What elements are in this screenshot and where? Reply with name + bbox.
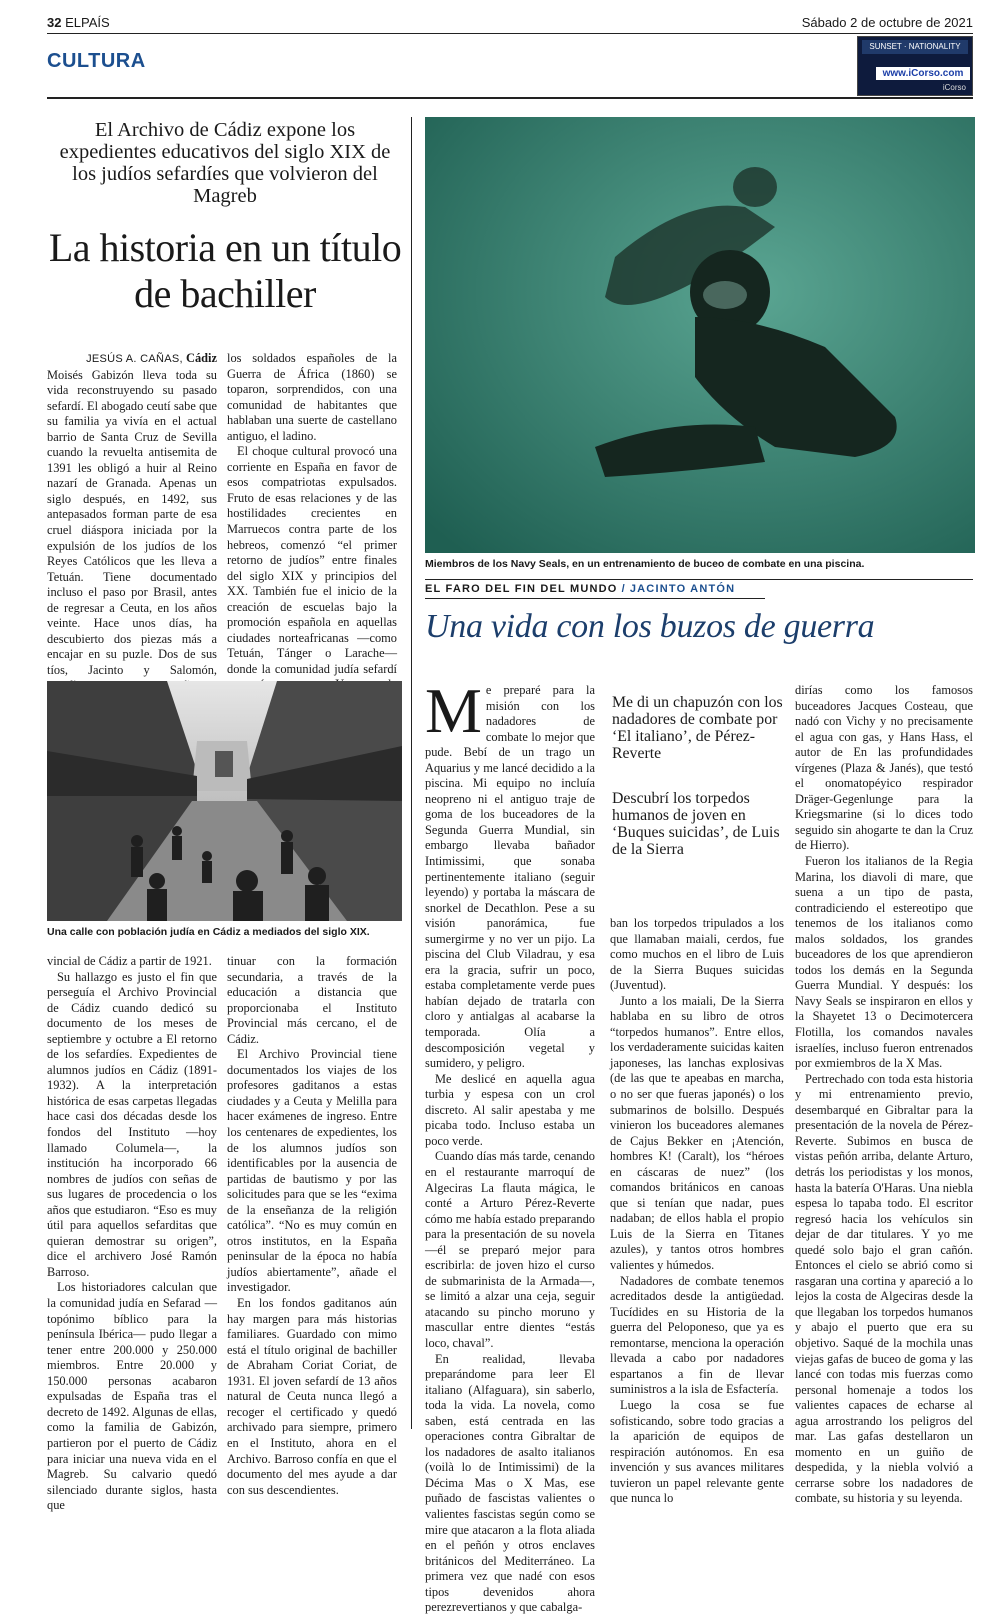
paragraph: dirías como los famosos buceadores Jacques Costeau, que nadó con Vichy y no precisamente el agua con gas, y Hans Hass, el autor de En las profundidades vírgenes (Plaza & Janés), que testó el onomatopéyico respirador Dräger-Gegenlunge para la Kriegsmarine (si lo dices todo seguido sin ahogarte te dan la Cruz de Hierro). (795, 683, 973, 853)
paragraph: ban los torpedos tripulados a los que llamaban maiali, cerdos, fue como muchos en el libro de Luis de la Sierra Buques suicidas (Juventud). (610, 916, 784, 993)
paragraph: Luego la cosa se fue sofisticando, sobre todo gracias a la aparición de equipos de respiración autónomos. En esa invención y sus avances militares tuvieron un papel relevante gente que nunca lo (610, 1397, 784, 1506)
divers-photo-caption: Miembros de los Navy Seals, en un entrenamiento de buceo de combate en una piscina. (425, 558, 865, 570)
section-title: CULTURA (47, 50, 146, 72)
kicker-title: EL FARO DEL FIN DEL MUNDO (425, 583, 618, 595)
advertisement[interactable] (857, 36, 973, 96)
issue-date: Sábado 2 de octubre de 2021 (801, 15, 973, 30)
article2-column-3 (795, 683, 973, 1507)
paragraph: Moisés Gabizón lleva toda su vida reconstruyendo su pasado sefardí. El abogado ceutí sabe que su familia ya vivía en el actual barrio de Santa Cruz de Sevilla cuando la revuelta antisemita de 1391 les obligó a huir al Reino nazarí de Granada. Apenas un siglo después, en 1492, sus antepasados forman parte de esa cruel diáspora iniciada por la expulsión de los judíos de los Reyes Católicos que les lleva a Tetuán. Tiene documentado incluso el paso por Brasil, antes de regresar a Ceuta, en los años veinte. Hace unos días, ha descubierto dos piezas más a encajar en su puzle. Dos de sus tíos, Jacinto y Salomón, (47, 367, 217, 677)
article1-headline: La historia en un título de bachiller (48, 225, 402, 316)
article1-column-3 (47, 954, 217, 1514)
column-divider (411, 117, 412, 1429)
ad-url: www.iCorso.com (876, 67, 970, 80)
article1-column-4 (227, 954, 397, 1498)
paragraph: Junto a los maiali, De la Sierra hablaba en su libro de otros “torpedos humanos”. Entre ellos, los verdaderamente suicidas kaiten japoneses, las lanchas explosivas (de las que te apeabas en marcha, o no ser que fueras japonés) o los submarinos de bolsillo. Después vinieron los buceadores alemanes de Cajus Bekker en ¡Atención, hombres K! (Caralt), los “héroes en cáscaras de nuez” (los comandos británicos en canoas que si tenían que nadar, pues nadaban; de ellos habla el propio Luis de la Sierra en Titanes azules), y tantos otros hombres valientes y húmedos. (610, 993, 784, 1273)
ad-banner-text: SUNSET · NATIONALITY (862, 40, 968, 54)
paragraph: los soldados españoles de la Guerra de África (1860) se toparon, sorprendidos, con una comunidad de habitantes que hablaban una suerte de castellano antiguo, el ladino. (227, 351, 397, 443)
paragraph: El Archivo Provincial tiene documentados los viajes de los profesores gaditanos a estas ciudades y a Ceuta y Melilla para hacer exámenes de ingreso. Entre los centenares de expedientes, los de los alumnos judíos son identificables por la ausencia de partidas de bautismo y por las solicitudes para que se les “exima de la enseñanza de la religión católica”. “No es muy común en otros institutos, en la España peninsular de la época no había judíos abiertamente”, añade el investigador. (227, 1047, 397, 1295)
article2-headline: Una vida con los buzos de guerra (425, 608, 875, 645)
byline: JESÚS A. CAÑAS, (86, 353, 183, 365)
kicker-separator: / (621, 583, 626, 595)
article1-column-1 (47, 351, 217, 725)
street-photo-caption: Una calle con población judía en Cádiz a mediados del siglo XIX. (47, 926, 370, 938)
kicker-author: JACINTO ANTÓN (629, 583, 736, 595)
paragraph: Su hallazgo es justo el fin que perseguía el Archivo Provincial de Cádiz cuando dedicó su documento de los meses de septiembre y octubre a El retorno de los sefardíes. Expedientes de alumnos judíos en Cádiz (1891-1932). A la interpretación histórica de esas carpetas llegadas hace casi dos décadas desde los fondos del Instituto —hoy llamado Columela—, la institución ha incorporado 66 nombres de judíos con señas de sus lugares de procedencia o los años que estudiaron. “Eso es muy útil para aquellos sefarditas que quieran demostrar su origen”, dice el archivero José Ramón Barroso. (47, 969, 217, 1279)
divers-photo (425, 117, 975, 553)
paragraph: Cuando días más tarde, cenando en el restaurante marroquí de Algeciras La flauta mágica, le conté a Arturo Pérez-Reverte cómo me había estado preparando para la presentación de su novela —él se preparó mejor para escribirla: de joven hizo el curso de submarinista de la Armada—, se limitó a alzar una ceja, seguir atacando su pincho moruno y mascullar entre dientes “estás loco, chaval”. (425, 1149, 595, 1350)
article2-column-2 (610, 916, 784, 1507)
paragraph: En realidad, llevaba preparándome para leer El italiano (Alfaguara), sin saberlo, toda la vida. La novela, como saben, está centrada en las operaciones contra Gibraltar de los nadadores de asalto italianos (voilà lo de Intimissimi) de la Décima Mas o X Mas, ese puñado de fascistas valientes o valientes fascistas según como se mire que atacaron a la flota aliada en el peñón y otros enclaves británicos del Mediterráneo. La primera vez que nadé con esos tipos devenidos ahora perezrevertianos y que cabalga- (425, 1351, 595, 1615)
page-number: 32 (47, 15, 62, 30)
brand: ELPAÍS (65, 15, 110, 30)
section-rule (47, 97, 973, 99)
paragraph: Pertrechado con toda esta historia y mi entrenamiento previo, desembarqué en Gibraltar para la presentación de la novela de Pérez-Reverte. Subimos en busca de vistas peñón arriba, delante Arturo, detrás los periodistas y los monos, hasta la batería O'Haras. Una niebla espesa lo tapaba todo. El escritor regresó hacia los vehículos sin dejar de dar titulares. Y yo me quedé solo bajo el gran cañón. Entonces el cielo se abrió como si rasgaran una cortina y apareció a lo lejos la costa de Algeciras desde la que llegaban los torpedos humanos y abajo el puerto que era su objetivo. Saqué de la mochila unas viejas gafas de buceo de goma y las lancé con todas mis fuerzas como personal homenaje a todos los valientes capaces de echarse al agua arrostrando los peligros del mar. Las gafas destellaron un momento en un guiño de despedida, y la niebla volvió a cerrarse sobre los nadadores de combate, su historia y su leyenda. (795, 1071, 973, 1506)
drop-cap: M (425, 675, 482, 746)
street-photo (47, 681, 402, 921)
kicker-underline (425, 598, 765, 599)
paragraph: vincial de Cádiz a partir de 1921. (47, 954, 212, 968)
pull-quote-1: Me di un chapuzón con los nadadores de combate por ‘El italiano’, de Pérez-Reverte (612, 694, 783, 762)
paragraph: Fueron los italianos de la Regia Marina, los diavoli di mare, que suena a un tipo de pasta, contradiciendo el estereotipo que tenemos de los italianos como malos soldados, los grandes buceadores de los que aprendieron todos los demás en la Segunda Guerra Mundial. Y después: los Navy Seals se inspiraron en ellos y la Shayetet 13 o Decimotercera Flotilla, los comandos navales israelíes, incluso fueron entrenados por exmiembros de la X Mas. (795, 854, 973, 1071)
column-kicker (425, 583, 735, 595)
page-folio (47, 15, 110, 30)
street-photo-image (47, 681, 402, 921)
divers-photo-image (425, 117, 975, 553)
paragraph: tinuar con la formación secundaria, a través de la educación a distancia que proporcionaba el Instituto Provincial más cercano, el de Cádiz. (227, 954, 397, 1046)
pull-quote-2: Descubrí los torpedos humanos de joven en ‘Buques suicidas’, de Luis de la Sierra (612, 790, 780, 858)
paragraph: Me deslicé en aquella agua turbia y espesa con un crol discreto. Al salir apestaba y me picaba todo. Incluso estaba un poco verde. (425, 1071, 595, 1148)
paragraph: Los historiadores calculan que la comunidad judía en Sefarad —topónimo bíblico para la península Ibérica— pudo llegar a tener entre 200.000 y 250.000 miembros. Entre 20.000 y 150.000 personas acabaron expulsadas de España tras el decreto de 1492. Algunas de ellas, como la familia de Gabizón, partieron por el puerto de Cádiz para iniciar una nueva vida en el Magreb. Su calvario quedó silenciado durante siglos, hasta que (47, 1280, 217, 1513)
paragraph: Nadadores de combate tenemos acreditados desde la antigüedad. Tucídides en su Historia de la guerra del Peloponeso, que ya es remontarse, menciona la operación llevada a cabo por nadadores espartanos a fin de llevar suministros a la isla de Esfactería. (610, 1273, 784, 1397)
article1-column-2 (227, 351, 397, 709)
paragraph: El choque cultural provocó una corriente en España en favor de esos compatriotas expulsados. Fruto de esas relaciones y de las hostilidades crecientes en Marruecos contra parte de los hebreos, comenzó “el primer retorno de judíos” entre finales del siglo XIX y principios del XX. También fue el inicio de la creación de escuelas bajo la promoción española en aquellas ciudades norteafricanas —como Tetuán, Tánger o Larache— donde la comunidad judía sefardí (227, 444, 397, 676)
article2-column-1 (425, 675, 595, 1616)
ad-brand: iCorso (942, 83, 966, 92)
paragraph: En los fondos gaditanos aún hay margen para más historias familiares. Guardado con mimo está el título original de bachiller de Abraham Coriat Coriat, de 1931. El joven sefardí de 13 años natural de Ceuta nunca llegó a recoger el certificado y quedó archivado para siempre, primero en el Instituto, ahora en el Archivo. Barroso confía en que el documento del mes ayude a dar con sus descendientes. (227, 1296, 397, 1497)
article1-deck: El Archivo de Cádiz expone los expedientes educativos del siglo XIX de los judíos sefardíes que volvieron del Magreb (59, 119, 391, 207)
header-rule (47, 33, 973, 34)
dateline: Cádiz (186, 351, 217, 365)
kicker-rule (425, 579, 973, 580)
paragraph: e preparé para la misión con los nadadores de combate lo mejor que pude. Bebí de un trago un Aquarius y me lancé decidido a la piscina. Mi equipo no incluía neopreno ni el antiguo traje de goma de los buceadores de la Segunda Guerra Mundial, sin embargo llevaba bañador Intimissimi, que sonaba pertinentemente italiano (seguir leyendo) y portaba la máscara de snorkel de Decathlon. Pese a su visión panorámica, fue sumergirme y no ver un pijo. La piscina del Club Viladrau, y esa era la gracia, sufrir un poco, estaba completamente verde pues habían dejado de tratarla con cloro y antialgas al acabarse la temporada. Olía a descomposición vegetal y sumidero, y peligro. (425, 683, 595, 1071)
